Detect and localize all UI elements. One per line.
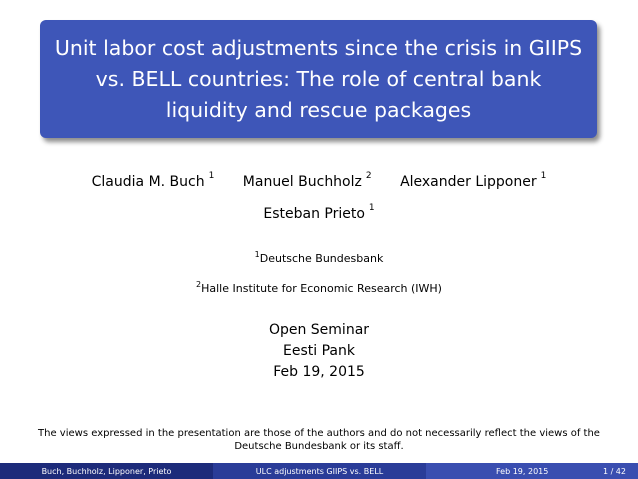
footer-date-page xyxy=(426,463,638,479)
author-affil-mark: 1 xyxy=(208,171,215,181)
author-affil-mark: 2 xyxy=(365,171,372,181)
author-name: Manuel Buchholz xyxy=(242,174,362,190)
authors-row-2 xyxy=(0,203,638,222)
affiliation-number: 1 xyxy=(254,250,260,259)
author xyxy=(242,171,372,190)
author-affil-mark: 1 xyxy=(368,203,375,213)
footer-title-text: ULC adjustments GIIPS vs. BELL xyxy=(255,466,384,476)
disclaimer: The views expressed in the presentation are those of the authors and do not necessarily reflect the views of the Deutsche Bundesbank or its staff. xyxy=(38,428,600,452)
slide-title: Unit labor cost adjustments since the crisis in GIIPS vs. BELL countries: The role of central bank liquidity and rescue packages xyxy=(54,35,583,122)
affiliation-number: 2 xyxy=(196,280,202,289)
footer-authors-text: Buch, Buchholz, Lipponer, Prieto xyxy=(41,466,172,476)
title-block xyxy=(40,20,597,138)
footer-authors xyxy=(0,463,213,479)
author xyxy=(263,203,375,222)
author xyxy=(91,171,215,190)
footer-date: Feb 19, 2015 xyxy=(496,466,549,476)
author-name: Alexander Lipponer xyxy=(400,174,537,190)
author xyxy=(400,171,547,190)
affiliation-name: Halle Institute for Economic Research (IWH) xyxy=(201,282,442,295)
page-number: 1 / 42 xyxy=(602,466,626,476)
footer-short-title xyxy=(213,463,426,479)
event-name: Open Seminar xyxy=(268,322,370,338)
affiliation xyxy=(0,252,638,265)
author-name: Esteban Prieto xyxy=(263,206,365,222)
event-venue: Eesti Pank xyxy=(283,343,355,359)
author-name: Claudia M. Buch xyxy=(91,174,205,190)
footer-bar xyxy=(0,463,638,479)
event-date: Feb 19, 2015 xyxy=(273,364,365,380)
author-affil-mark: 1 xyxy=(540,171,547,181)
affiliation-name: Deutsche Bundesbank xyxy=(259,252,384,265)
affiliation xyxy=(0,282,638,295)
authors-row-1 xyxy=(0,171,638,190)
